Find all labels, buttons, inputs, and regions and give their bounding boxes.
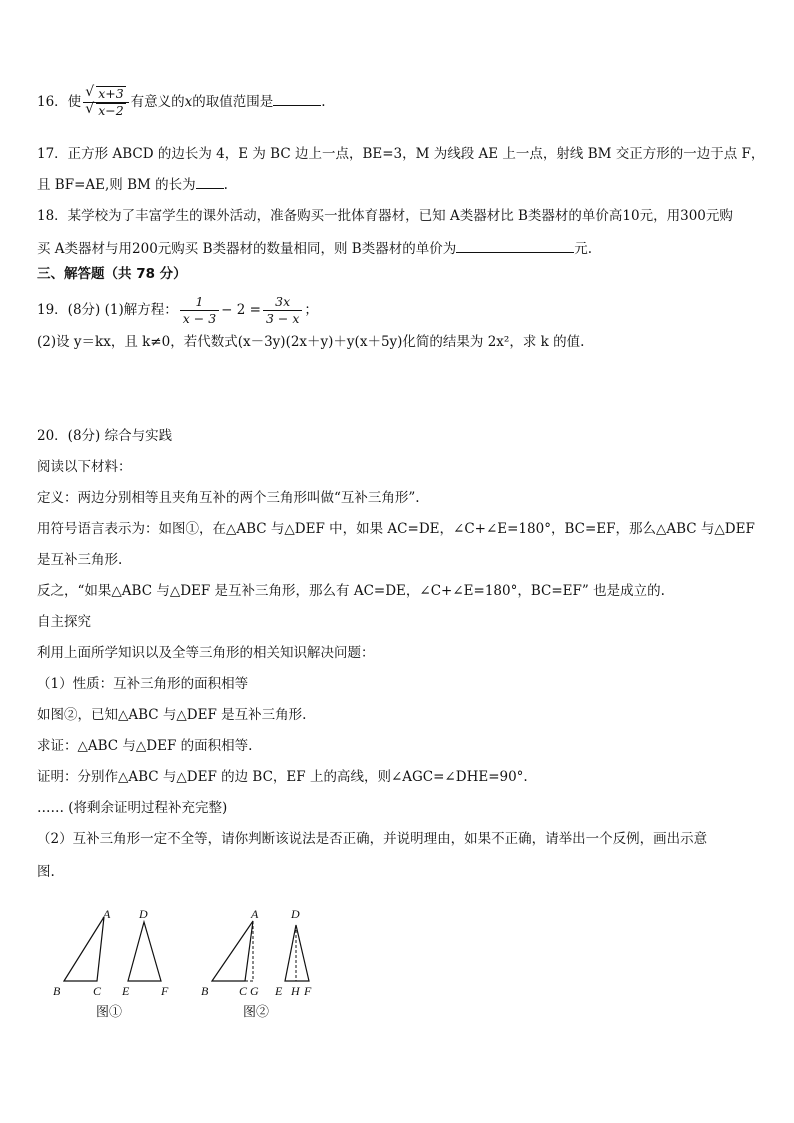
q20-line-1 [37, 457, 132, 477]
question-20-header [37, 426, 172, 446]
label-g-2: G [250, 984, 259, 998]
q20-line-9 [37, 705, 306, 725]
label-b-2: B [201, 984, 209, 998]
q20-line-13 [37, 829, 707, 849]
q18-text2: 买 A类器材与用200元购买 B类器材的数量相同，则 B类器材的单价为 [37, 241, 457, 257]
q20-text-3: 用符号语言表示为：如图①，在△ABC 与△DEF 中，如果 AC=DE，∠C+∠E=180°，BC=EF，那么△ABC 与△DEF [37, 521, 755, 537]
q20-text-2: 定义：两边分别相等且夹角互补的两个三角形叫做“互补三角形”. [37, 490, 420, 506]
q20-text-12: …… (将剩余证明过程补充完整) [37, 800, 228, 816]
label-e-2: E [275, 984, 283, 998]
q19-frac1-den: x − 3 [182, 311, 217, 326]
q20-header-text: 20．(8分) 综合与实践 [37, 428, 173, 444]
q17-answer-blank [196, 174, 224, 189]
q19-prefix: 19．(8分) (1)解方程： [37, 302, 178, 318]
q16-suffix: 的取值范围是 [192, 94, 274, 110]
q19-frac2-num: 3x [263, 294, 302, 311]
q16-end: . [321, 94, 326, 110]
q20-text-11: 证明：分别作△ABC 与△DEF 的边 BC，EF 上的高线，则∠AGC=∠DHE=90°. [37, 769, 528, 785]
figure-1 [53, 907, 169, 1019]
triangle-def-2 [285, 925, 309, 981]
q17-text1: 17．正方形 ABCD 的边长为 4，E 为 BC 边上一点，BE=3，M 为线段 AE 上一点，射线 BM 交正方形的一边于点 F， [37, 146, 765, 162]
q20-text-6: 自主探究 [37, 614, 91, 630]
triangle-abc-2 [212, 921, 253, 981]
q18-end: 元. [574, 241, 593, 257]
q16-denominator: x−2 [98, 103, 124, 118]
label-c-2: C [239, 984, 248, 998]
q20-line-7 [37, 643, 375, 663]
label-a-2: A [251, 907, 259, 921]
q16-prefix: 16．使 [37, 94, 82, 110]
q18-answer-blank [456, 238, 574, 253]
q16-answer-blank [273, 91, 321, 106]
q20-line-6 [37, 612, 91, 632]
q20-text-5: 反之，“如果△ABC 与△DEF 是互补三角形，那么有 AC=DE，∠C+∠E=180°，BC=EF” 也是成立的. [37, 583, 665, 599]
q20-text-14: 图. [37, 864, 55, 880]
q20-line-8 [37, 674, 248, 694]
q20-text-13: （2）互补三角形一定不全等，请你判断该说法是否正确，并说明理由，如果不正确，请举出一个反例，画出示意 [37, 831, 708, 847]
question-17-line1 [37, 144, 764, 164]
q19-fraction-2 [263, 294, 302, 327]
q20-line-12 [37, 798, 227, 818]
q19-end: ； [304, 302, 318, 318]
triangle-def [128, 922, 161, 981]
label-f-1: F [161, 984, 169, 998]
q20-text-1: 阅读以下材料： [37, 459, 132, 475]
q19-mid: − 2 = [221, 302, 261, 318]
label-d-1: D [139, 907, 148, 921]
section-heading [37, 264, 187, 284]
q20-text-8: （1）性质：互补三角形的面积相等 [37, 676, 249, 692]
q20-line-10 [37, 736, 252, 756]
question-17-line2 [37, 174, 228, 195]
q16-middle: 有意义的 [130, 94, 185, 110]
triangle-abc [64, 917, 104, 981]
q20-line-2 [37, 488, 420, 508]
question-18-line2 [37, 238, 592, 259]
figure-1-caption: 图① [96, 1004, 123, 1019]
q16-fraction [83, 86, 128, 119]
q20-text-9: 如图②，已知△ABC 与△DEF 是互补三角形. [37, 707, 307, 723]
question-18-line1 [37, 206, 733, 226]
question-19-part1 [37, 294, 318, 327]
q19-fraction-1 [180, 294, 219, 327]
q16-var: x [184, 94, 193, 110]
q18-text1: 18．某学校为了丰富学生的课外活动，准备购买一批体育器材，已知 A类器材比 B类器材的单价高10元，用300元购 [37, 208, 733, 224]
q20-line-14 [37, 862, 55, 882]
label-c-1: C [93, 984, 102, 998]
q20-line-5 [37, 581, 665, 601]
q19-frac2-den: 3 − x [265, 311, 300, 326]
figure-2-caption: 图② [243, 1004, 270, 1019]
question-16 [37, 86, 326, 119]
q20-text-10: 求证：△ABC 与△DEF 的面积相等. [37, 738, 253, 754]
q20-text-7: 利用上面所学知识以及全等三角形的相关知识解决问题： [37, 645, 375, 661]
q20-text-4: 是互补三角形. [37, 552, 123, 568]
q19-part2-text: (2)设 y＝kx，且 k≠0，若代数式(x－3y)(2x＋y)＋y(x＋5y)化简的结果为 2x²，求 k 的值. [37, 334, 585, 350]
q20-line-3 [37, 519, 755, 539]
q17-end: . [223, 177, 228, 193]
label-a-1: A [103, 907, 111, 921]
figures [0, 900, 794, 1030]
figure-2 [201, 907, 312, 1019]
label-h-2: H [291, 984, 300, 998]
label-b-1: B [53, 984, 61, 998]
q16-numerator: x+3 [98, 86, 124, 101]
q20-line-11 [37, 767, 528, 787]
label-f-2: F [304, 984, 312, 998]
q17-text2: 且 BF=AE,则 BM 的长为 [37, 177, 196, 193]
q20-line-4 [37, 550, 122, 570]
section-3-title: 三、解答题（共 78 分） [37, 266, 187, 282]
question-19-part2 [37, 332, 584, 352]
q19-frac1-num: 1 [180, 294, 219, 311]
label-e-1: E [122, 984, 130, 998]
label-d-2: D [291, 907, 300, 921]
